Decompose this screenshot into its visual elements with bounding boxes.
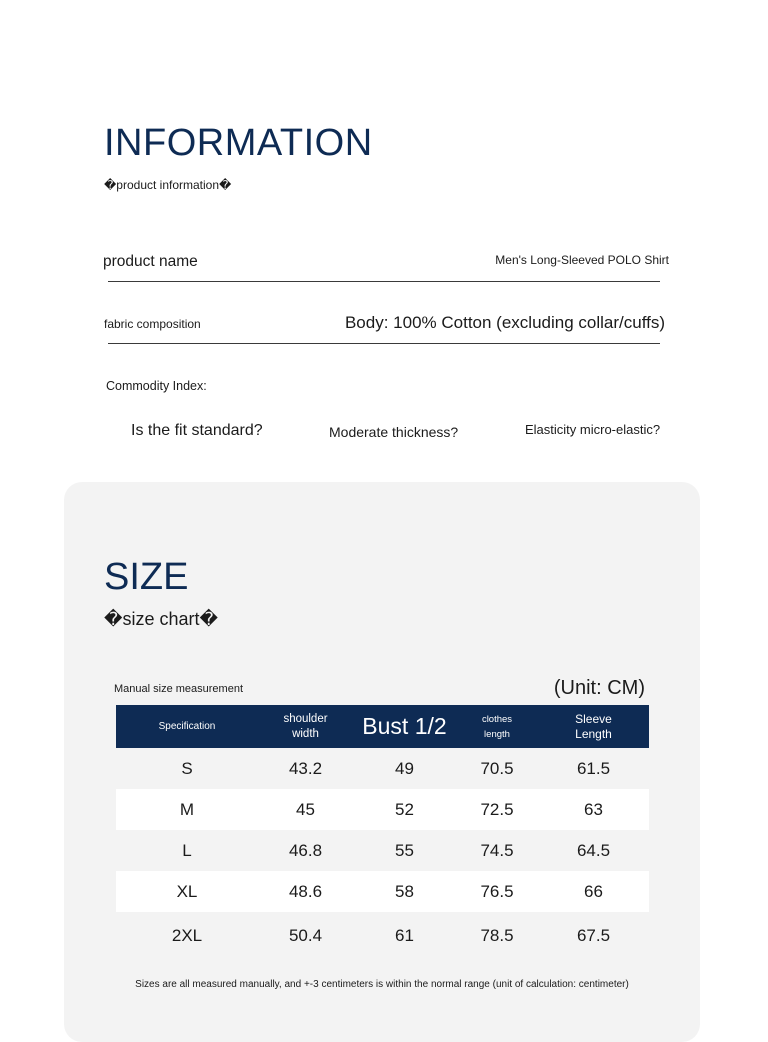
header-shoulder-width: shoulder width: [258, 705, 353, 748]
fabric-composition-value: Body: 100% Cotton (excluding collar/cuffs): [344, 313, 665, 332]
bust-cell: 61: [395, 926, 414, 945]
bust-cell: 49: [395, 758, 414, 778]
sleeve-cell: 61.5: [576, 758, 611, 778]
product-name-label: product name: [103, 253, 198, 270]
table-row: [116, 871, 649, 912]
table-row: [116, 748, 649, 789]
sleeve-cell: 66: [538, 871, 649, 912]
information-title: INFORMATION: [104, 122, 373, 164]
bust-cell: 52: [353, 789, 456, 830]
table-row: [116, 789, 649, 830]
size-cell: 2XL: [171, 926, 203, 945]
header-bust: Bust 1/2: [353, 705, 456, 748]
table-row: [116, 912, 649, 960]
header-specification: Specification: [116, 705, 258, 748]
divider: [108, 281, 660, 282]
fabric-composition-label: fabric composition: [104, 317, 201, 331]
manual-measurement-label: Manual size measurement: [114, 683, 244, 695]
length-cell: 78.5: [480, 926, 514, 945]
divider: [108, 343, 660, 344]
header-clothes-length: clothes length: [456, 705, 538, 748]
sleeve-cell: 67.5: [576, 926, 611, 945]
shoulder-cell: 43.2: [288, 758, 323, 778]
bust-cell: 58: [353, 871, 456, 912]
size-cell: XL: [116, 871, 258, 912]
size-chart-table: [116, 705, 649, 960]
shoulder-cell: 48.6: [258, 871, 353, 912]
sleeve-cell: 63: [538, 789, 649, 830]
length-cell: 76.5: [456, 871, 538, 912]
bust-cell: 55: [395, 840, 414, 860]
sleeve-cell: 64.5: [576, 840, 611, 860]
unit-label: (Unit: CM): [553, 677, 645, 699]
product-name-value: Men's Long-Sleeved POLO Shirt: [495, 253, 669, 267]
header-sleeve-length: Sleeve Length: [538, 705, 649, 748]
shoulder-cell: 46.8: [288, 840, 323, 860]
commodity-index-label: Commodity Index:: [106, 379, 207, 393]
size-title: SIZE: [104, 556, 189, 598]
table-row: [116, 830, 649, 871]
shoulder-cell: 45: [258, 789, 353, 830]
elasticity-index: Elasticity micro-elastic?: [525, 422, 661, 437]
thickness-index: Moderate thickness?: [329, 424, 459, 440]
table-header-row: [116, 705, 649, 748]
fit-index: Is the fit standard?: [131, 422, 263, 439]
length-cell: 74.5: [480, 840, 514, 860]
length-cell: 72.5: [456, 789, 538, 830]
information-subtitle: �product information�: [104, 178, 232, 192]
size-cell: L: [182, 840, 192, 860]
size-footnote: Sizes are all measured manually, and +-3 centimeters is within the normal range (unit of calculation: centimeter): [135, 979, 629, 990]
shoulder-cell: 50.4: [288, 926, 323, 945]
size-cell: S: [181, 758, 193, 778]
size-cell: M: [116, 789, 258, 830]
length-cell: 70.5: [480, 758, 514, 778]
size-subtitle: �size chart�: [104, 609, 218, 629]
